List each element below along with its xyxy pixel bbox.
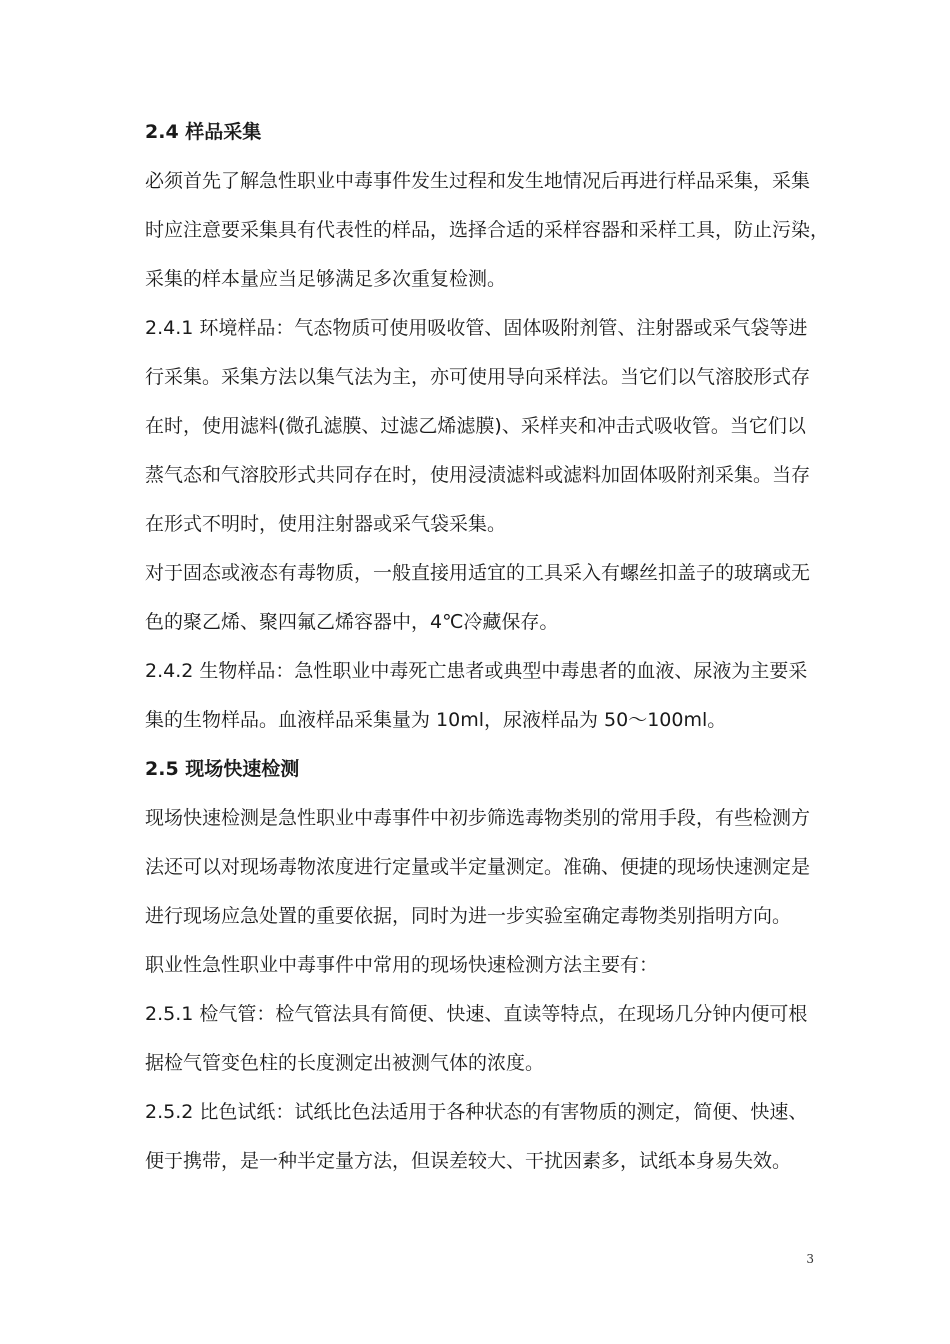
paragraph-line: 职业性急性职业中毒事件中常用的现场快速检测方法主要有：: [145, 954, 659, 976]
paragraph-line: 在形式不明时，使用注射器或采气袋采集。: [145, 513, 507, 535]
paragraph-line: 采集的样本量应当足够满足多次重复检测。: [145, 268, 507, 290]
page-number: 3: [806, 1252, 814, 1266]
paragraph-line: 现场快速检测是急性职业中毒事件中初步筛选毒物类别的常用手段，有些检测方: [145, 807, 811, 829]
paragraph-line: 据检气管变色柱的长度测定出被测气体的浓度。: [145, 1052, 545, 1074]
paragraph-line: 进行现场应急处置的重要依据，同时为进一步实验室确定毒物类别指明方向。: [145, 905, 792, 927]
paragraph-line: 在时，使用滤料(微孔滤膜、过滤乙烯滤膜)、采样夹和冲击式吸收管。当它们以: [145, 415, 806, 437]
paragraph-line: 2.4.1 环境样品：气态物质可使用吸收管、固体吸附剂管、注射器或采气袋等进: [145, 317, 808, 339]
paragraph-line: 对于固态或液态有毒物质，一般直接用适宜的工具采入有螺丝扣盖子的玻璃或无: [145, 562, 811, 584]
section-heading-2-4: 2.4 样品采集: [145, 121, 262, 143]
paragraph-line: 集的生物样品。血液样品采集量为 10ml，尿液样品为 50～100ml。: [145, 709, 727, 731]
paragraph-line: 必须首先了解急性职业中毒事件发生过程和发生地情况后再进行样品采集，采集: [145, 170, 811, 192]
paragraph-line: 法还可以对现场毒物浓度进行定量或半定量测定。准确、便捷的现场快速测定是: [145, 856, 811, 878]
paragraph-line: 2.5.2 比色试纸：试纸比色法适用于各种状态的有害物质的测定，简便、快速、: [145, 1101, 808, 1123]
paragraph-line: 蒸气态和气溶胶形式共同存在时，使用浸渍滤料或滤料加固体吸附剂采集。当存: [145, 464, 811, 486]
paragraph-line: 便于携带，是一种半定量方法，但误差较大、干扰因素多，试纸本身易失效。: [145, 1150, 792, 1172]
paragraph-line: 时应注意要采集具有代表性的样品，选择合适的采样容器和采样工具，防止污染，: [145, 219, 830, 241]
paragraph-line: 2.4.2 生物样品：急性职业中毒死亡患者或典型中毒患者的血液、尿液为主要采: [145, 660, 808, 682]
paragraph-line: 2.5.1 检气管：检气管法具有简便、快速、直读等特点，在现场几分钟内便可根: [145, 1003, 808, 1025]
paragraph-line: 行采集。采集方法以集气法为主，亦可使用导向采样法。当它们以气溶胶形式存: [145, 366, 811, 388]
paragraph-line: 色的聚乙烯、聚四氟乙烯容器中，4℃冷藏保存。: [145, 611, 559, 633]
section-heading-2-5: 2.5 现场快速检测: [145, 758, 300, 780]
document-body: [145, 108, 830, 1186]
